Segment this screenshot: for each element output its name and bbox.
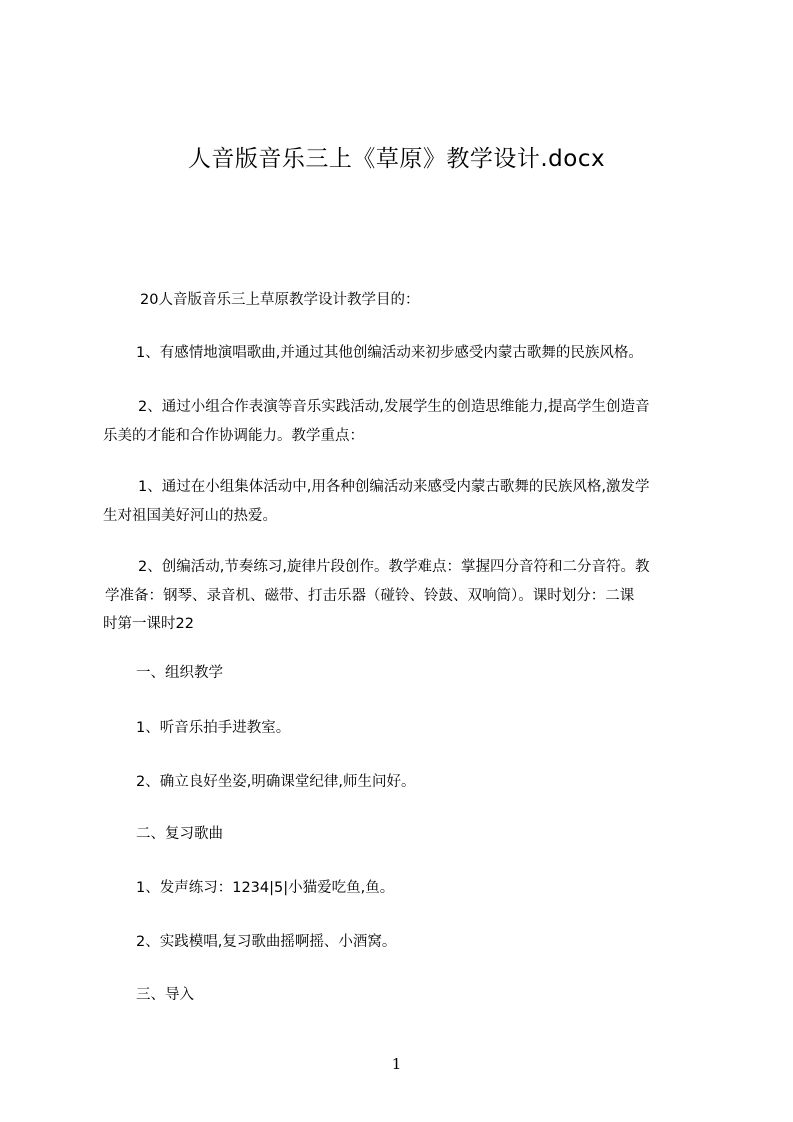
paragraph-key-point-1-line-1: 1、通过在小组集体活动中,用各种创编活动来感受内蒙古歌舞的民族风格,激发学 — [138, 479, 650, 495]
paragraph-key-point-2-line-1: 2、创编活动,节奏练习,旋律片段创作。教学难点：掌握四分音符和二分音符。教 — [138, 559, 650, 575]
section-heading-organize: 一、组织教学 — [136, 665, 223, 681]
paragraph-objective-2-line-1: 2、通过小组合作表演等音乐实践活动,发展学生的创造思维能力,提高学生创造音 — [138, 399, 650, 415]
section-heading-intro: 三、导入 — [136, 987, 194, 1003]
paragraph-key-point-1-line-2: 生对祖国美好河山的热爱。 — [103, 508, 277, 524]
paragraph-key-point-2-line-2: 学准备：钢琴、录音机、磁带、打击乐器（碰铃、铃鼓、双响筒）。课时划分：二课 — [105, 588, 635, 604]
document-title: 人音版音乐三上《草原》教学设计.docx — [187, 146, 606, 172]
paragraph-objective-2-line-2: 乐美的才能和合作协调能力。教学重点： — [103, 428, 364, 444]
paragraph-organize-2: 2、确立良好坐姿,明确课堂纪律,师生问好。 — [136, 774, 416, 790]
paragraph-key-point-2-line-3: 时第一课时22 — [103, 616, 194, 632]
section-heading-review: 二、复习歌曲 — [136, 826, 223, 842]
page-number: 1 — [391, 1055, 402, 1073]
paragraph-organize-1: 1、听音乐拍手进教室。 — [136, 720, 291, 736]
paragraph-objective-1: 1、有感情地演唱歌曲,并通过其他创编活动来初步感受内蒙古歌舞的民族风格。 — [136, 345, 643, 361]
paragraph-objectives-heading: 20人音版音乐三上草原教学设计教学目的： — [140, 292, 420, 308]
paragraph-review-1: 1、发声练习：1234|5|小猫爱吃鱼,鱼。 — [136, 880, 395, 896]
paragraph-review-2: 2、实践模唱,复习歌曲摇啊摇、小酒窝。 — [136, 934, 397, 950]
